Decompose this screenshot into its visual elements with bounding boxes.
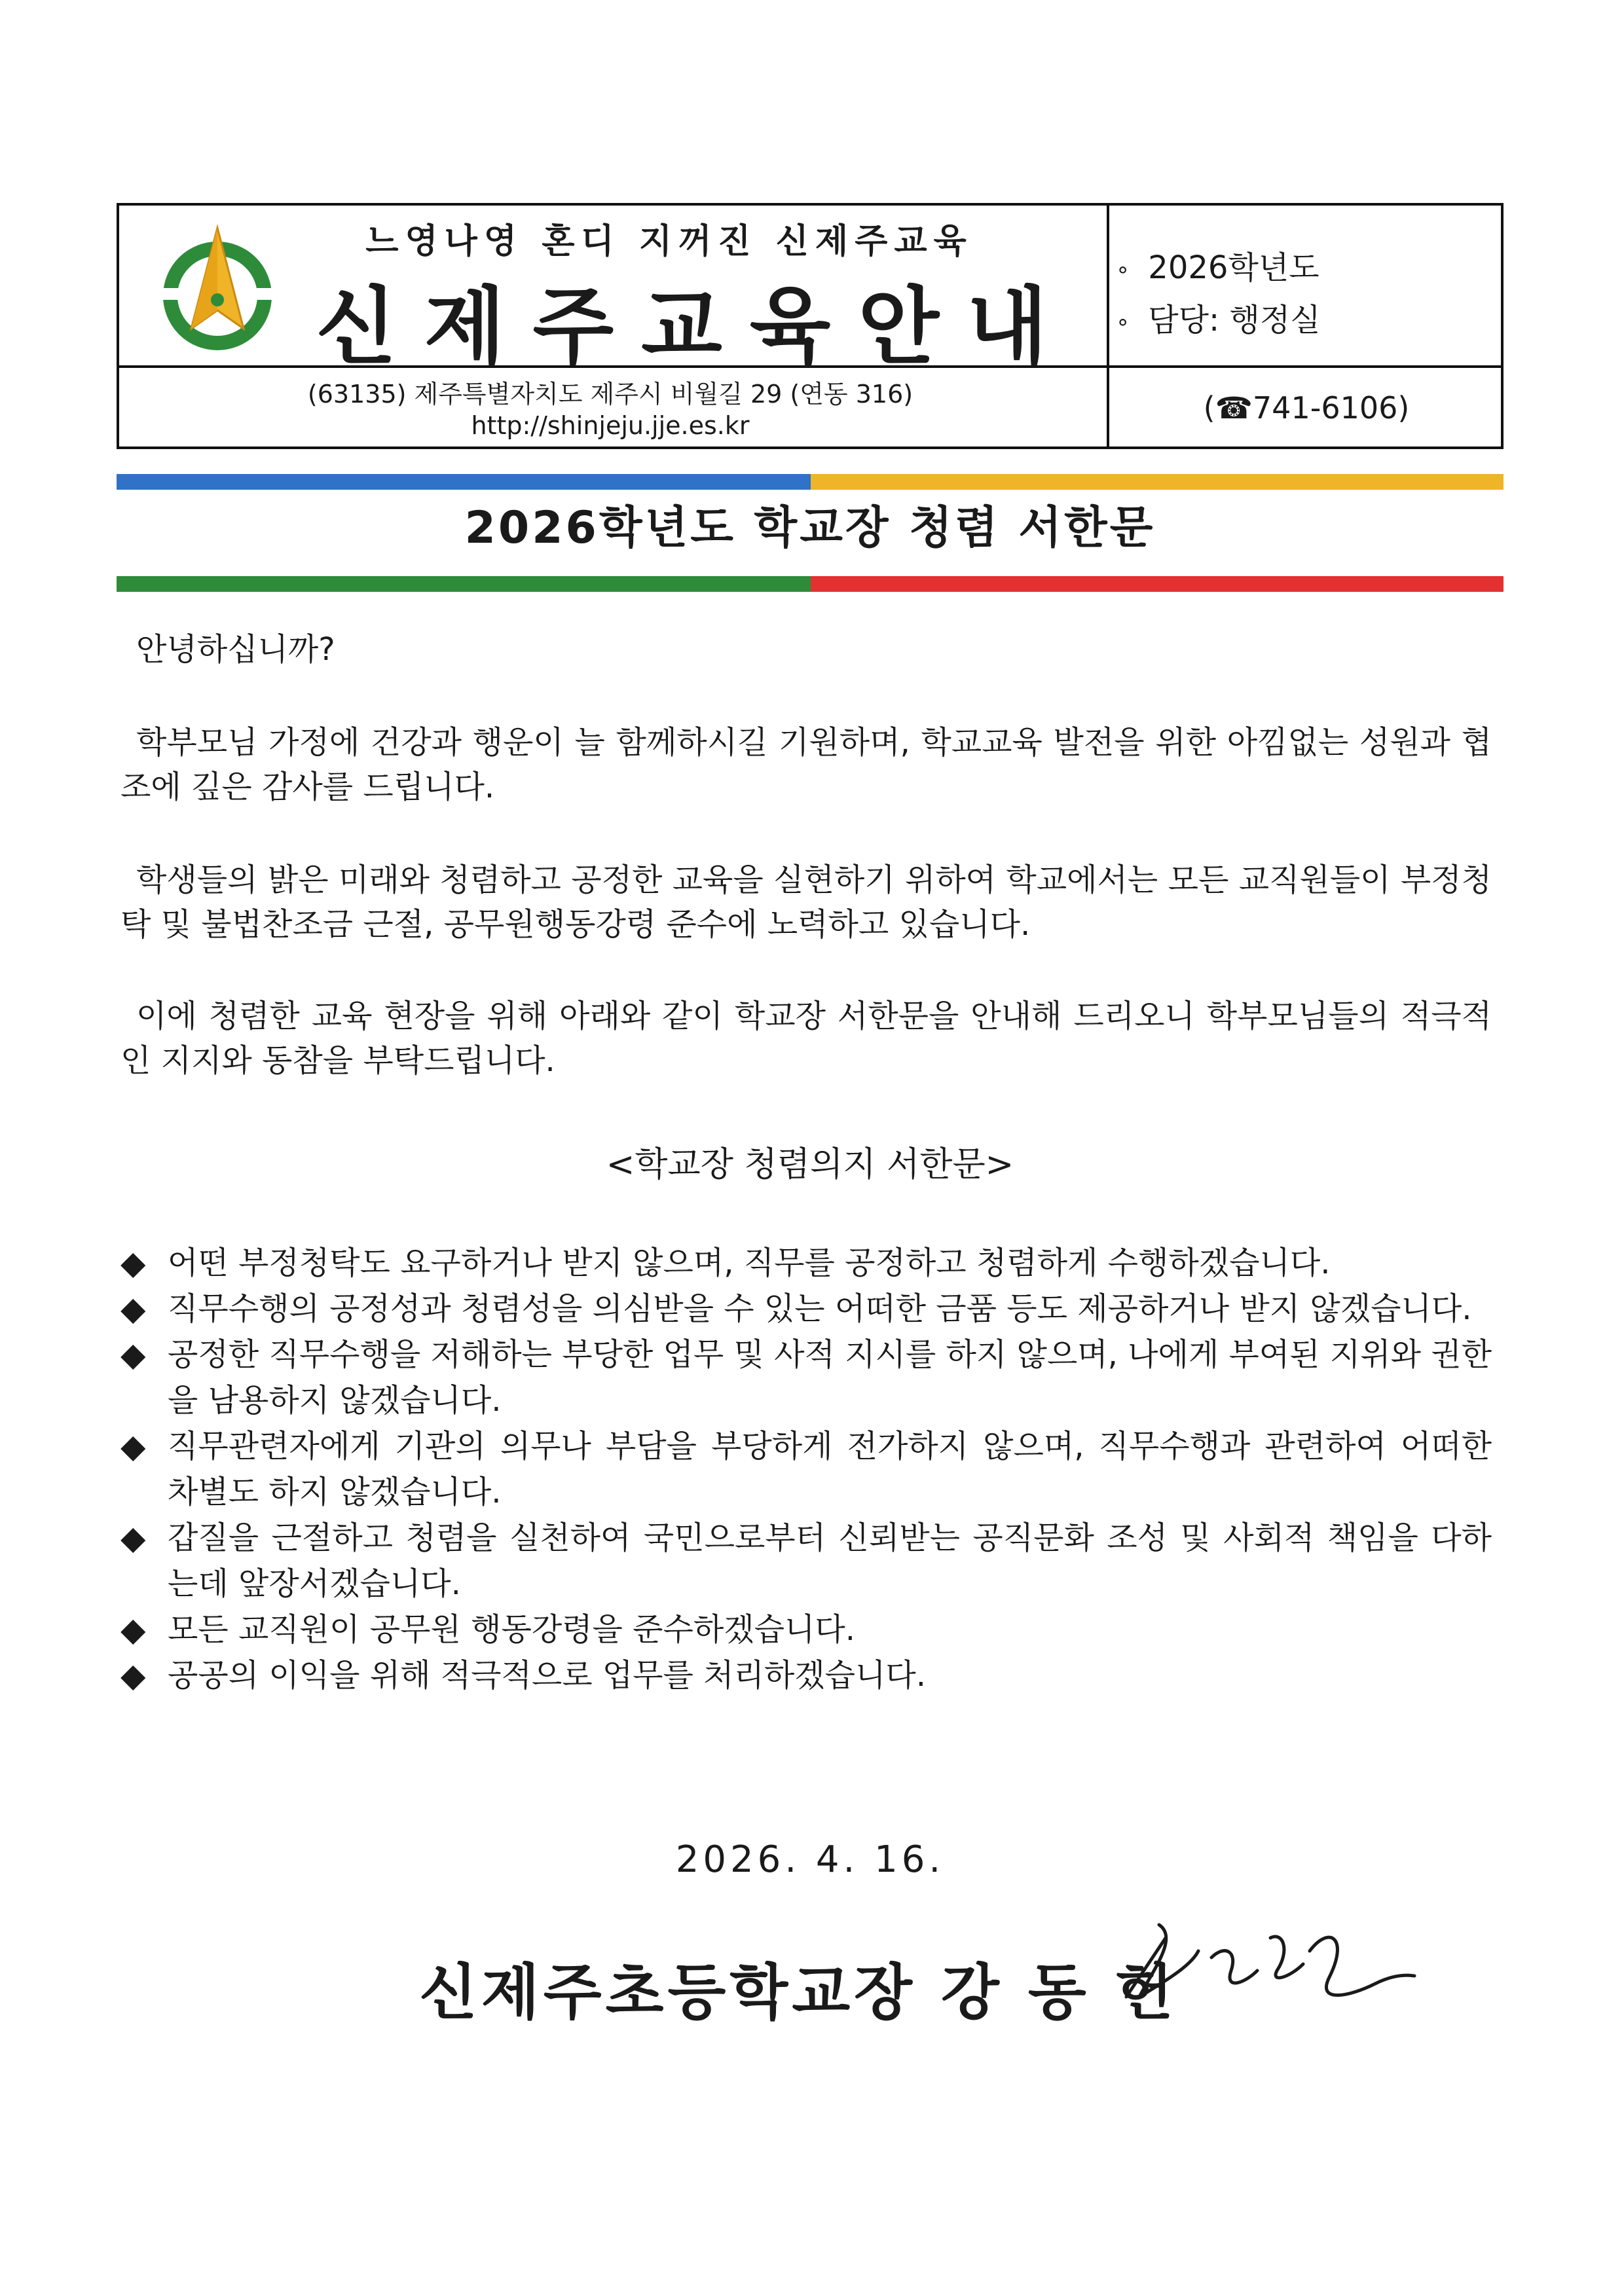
info-year bbox=[1116, 242, 1320, 287]
pledge-item: ◆ 직무관련자에게 기관의 의무나 부담을 부당하게 전가하지 않으며, 직무수행과 관련하여 어떠한 차별도 하지 않겠습니다. bbox=[120, 1423, 1492, 1515]
info-contact bbox=[1116, 295, 1321, 340]
info-bullet: ∘ bbox=[1116, 257, 1130, 283]
pledge-item: ◆ 공공의 이익을 위해 적극적으로 업무를 처리하겠습니다. bbox=[120, 1652, 1492, 1698]
info-bullet: ∘ bbox=[1116, 309, 1130, 335]
paragraph-1: 학부모님 가정에 건강과 행운이 늘 함께하시길 기원하며, 학교교육 발전을 위한 아낌없는 성원과 협조에 깊은 감사를 드립니다. bbox=[120, 724, 1492, 805]
pledge-item: ◆ 어떤 부정청탁도 요구하거나 받지 않으며, 직무를 공정하고 청렴하게 수행하겠습니다. bbox=[120, 1240, 1492, 1286]
color-bar-blue bbox=[117, 474, 811, 490]
school-address-block bbox=[250, 378, 970, 441]
document-date: 2026. 4. 16. bbox=[675, 1838, 945, 1881]
diamond-bullet-icon: ◆ bbox=[120, 1336, 146, 1374]
color-bar-red bbox=[811, 576, 1504, 592]
school-logo-icon bbox=[160, 224, 275, 355]
paragraph-2: 학생들의 밝은 미래와 청렴하고 공정한 교육을 실현하기 위하여 학교에서는 모든 교직원들이 부정청탁 및 불법찬조금 근절, 공무원행동강령 준수에 노력하고 있습니다. bbox=[120, 862, 1492, 943]
diamond-bullet-icon: ◆ bbox=[120, 1656, 146, 1694]
pledge-item: ◆ 공정한 직무수행을 저해하는 부당한 업무 및 사적 지시를 하지 않으며, 나에게 부여된 지위와 권한을 남용하지 않겠습니다. bbox=[120, 1332, 1492, 1423]
diamond-bullet-icon: ◆ bbox=[120, 1244, 146, 1282]
paragraph-3: 이에 청렴한 교육 현장을 위해 아래와 같이 학교장 서한문을 안내해 드리오니 학부모님들의 적극적인 지지와 동참을 부탁드립니다. bbox=[120, 998, 1492, 1079]
pledge-subtitle: <학교장 청렴의지 서한문> bbox=[606, 1145, 1014, 1184]
pledge-item: ◆ 갑질을 근절하고 청렴을 실천하여 국민으로부터 신뢰받는 공직문화 조성 및 사회적 책임을 다하는데 앞장서겠습니다. bbox=[120, 1515, 1492, 1607]
handwritten-signature bbox=[1113, 1899, 1428, 2030]
document-title: 2026학년도 학교장 청렴 서한문 bbox=[464, 502, 1156, 554]
header-title: 신제주교육안내 bbox=[316, 278, 1075, 376]
diamond-bullet-icon: ◆ bbox=[120, 1427, 146, 1465]
color-bar-yellow bbox=[811, 474, 1504, 490]
signer-name: 신제주초등학교장 강 동 헌 bbox=[419, 1958, 1177, 2028]
diamond-bullet-icon: ◆ bbox=[120, 1290, 146, 1328]
info-contact-text: 담당: 행정실 bbox=[1148, 302, 1321, 338]
diamond-bullet-icon: ◆ bbox=[120, 1611, 146, 1649]
greeting: 안녕하십니까? bbox=[136, 631, 335, 668]
header-slogan: 느영나영 혼디 지꺼진 신제주교육 bbox=[365, 222, 973, 261]
info-year-text: 2026학년도 bbox=[1148, 249, 1320, 286]
pledge-item: ◆ 직무수행의 공정성과 청렴성을 의심받을 수 있는 어떠한 금품 등도 제공하거나 받지 않겠습니다. bbox=[120, 1286, 1492, 1332]
school-phone: (☎741-6106) bbox=[1203, 390, 1410, 426]
color-bar-green bbox=[117, 576, 811, 592]
diamond-bullet-icon: ◆ bbox=[120, 1519, 146, 1557]
pledge-item: ◆ 모든 교직원이 공무원 행동강령을 준수하겠습니다. bbox=[120, 1607, 1492, 1652]
school-address: (63135) 제주특별자치도 제주시 비월길 29 (연동 316) bbox=[307, 380, 913, 409]
pledge-list bbox=[120, 1240, 1492, 1698]
school-url: http://shinjeju.jje.es.kr bbox=[471, 411, 750, 440]
header-box bbox=[117, 203, 1504, 449]
